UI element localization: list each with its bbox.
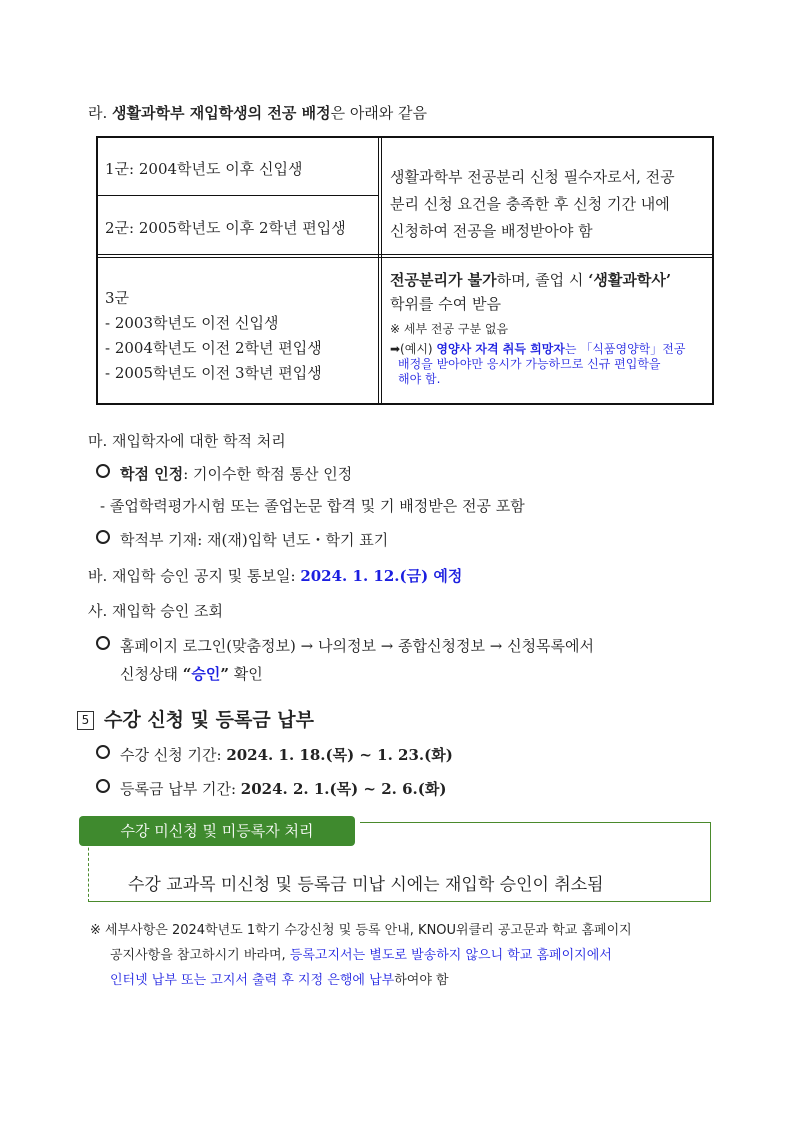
group3-title: 3군 [105, 289, 130, 307]
table-divider [98, 254, 712, 255]
group3-item: - 2005학년도 이전 3학년 편입생 [105, 364, 322, 382]
section-sa-line2 [120, 663, 263, 684]
course-period-label: 수강 신청 기간: [120, 746, 227, 764]
section-number-box: 5 [77, 711, 94, 730]
table-divider [98, 257, 712, 258]
footnote [90, 918, 632, 993]
group3-desc-line2: 학위를 수여 받음 [390, 295, 501, 313]
quote-open: “ [182, 665, 192, 683]
section5-title: 수강 신청 및 등록금 납부 [104, 709, 314, 731]
confirm-text: 확인 [229, 665, 263, 683]
credit-recognition-text: : 기이수한 학점 통산 인정 [183, 465, 353, 483]
fee-payment-period [96, 778, 446, 799]
footnote-line2-blue: 등록고지서는 별도로 발송하지 않으니 학교 홈페이지에서 [289, 948, 612, 963]
group3-desc-mid: 하며, 졸업 시 [496, 271, 589, 289]
circle-bullet-icon [96, 636, 110, 650]
note2-line3: 해야 함. [398, 372, 441, 386]
group3-desc-bold: 전공분리가 불가 [390, 271, 497, 289]
group3-note2 [390, 342, 712, 387]
fee-period-label: 등록금 납부 기간: [120, 780, 241, 798]
approval-status: 승인 [191, 665, 221, 683]
table-divider [381, 138, 382, 403]
circle-bullet-icon [96, 464, 110, 478]
footnote-line1: ※ 세부사항은 2024학년도 1학기 수강신청 및 등록 안내, KNOU위클리 공고문과 학교 홈페이지 [90, 923, 632, 938]
course-registration-period [96, 744, 453, 765]
group12-description [390, 164, 675, 245]
section-ma-item2 [96, 529, 388, 550]
footnote-line3-blue: 인터넷 납부 또는 고지서 출력 후 지정 은행에 납부 [110, 973, 395, 988]
cancellation-box-tab: 수강 미신청 및 미등록자 처리 [79, 816, 355, 846]
group12-desc-line: 신청하여 전공을 배정받아야 함 [390, 222, 593, 240]
fee-period: 2024. 2. 1.(목) ~ 2. 6.(화) [240, 780, 447, 798]
section5-heading [77, 705, 314, 732]
arrow-icon: ➡(예시) [390, 342, 437, 356]
section-ma-subitem: - 졸업학력평가시험 또는 졸업논문 합격 및 기 배정받은 전공 포함 [100, 497, 525, 515]
section-sa-title: 사. 재입학 승인 조회 [88, 602, 223, 620]
circle-bullet-icon [96, 530, 110, 544]
group3-description [390, 268, 712, 387]
footnote-line2-plain: 공지사항을 참고하시기 바라며, [110, 948, 290, 963]
note2-line1: 는 「식품영양학」전공 [564, 342, 686, 356]
section-ra-prefix: 라. [88, 104, 113, 122]
section-sa-line1 [96, 635, 594, 656]
cancellation-box-top-border [360, 822, 711, 823]
group3-cell [105, 286, 322, 386]
credit-recognition-bold: 학점 인정 [120, 465, 184, 483]
group3-note1: ※ 세부 전공 구분 없음 [390, 322, 509, 336]
section-ma-item1 [96, 463, 352, 484]
footnote-line2 [90, 943, 632, 968]
major-assignment-table [96, 136, 714, 405]
group3-desc-degree: ‘생활과학사’ [588, 271, 672, 289]
table-divider [98, 195, 378, 196]
section-ra-heading [88, 102, 427, 123]
circle-bullet-icon [96, 779, 110, 793]
group3-item: - 2003학년도 이전 신입생 [105, 314, 279, 332]
section-ma-title: 마. 재입학자에 대한 학적 처리 [88, 432, 286, 450]
section-ra-bold: 생활과학부 재입학생의 전공 배정 [112, 104, 331, 122]
group3-item: - 2004학년도 이전 2학년 편입생 [105, 339, 322, 357]
table-divider [378, 138, 379, 403]
quote-close: ” [220, 665, 229, 683]
approval-path: 홈페이지 로그인(맞춤정보) → 나의정보 → 종합신청정보 → 신청목록에서 [120, 637, 595, 655]
footnote-line3 [90, 968, 632, 993]
section-ra-suffix: 은 아래와 같음 [330, 104, 428, 122]
notice-date: 2024. 1. 12.(금) 예정 [300, 567, 463, 585]
cancellation-box-text: 수강 교과목 미신청 및 등록금 미납 시에는 재입학 승인이 취소됨 [128, 875, 604, 895]
note2-bold: 영양사 자격 취득 희망자 [436, 342, 565, 356]
record-entry-text: 학적부 기재: 재(재)입학 년도・학기 표기 [120, 531, 389, 549]
group12-desc-line: 분리 신청 요건을 충족한 후 신청 기간 내에 [390, 195, 670, 213]
group2-cell: 2군: 2005학년도 이후 2학년 편입생 [105, 219, 346, 237]
notice-date-label: 바. 재입학 승인 공지 및 통보일: [88, 567, 301, 585]
course-period: 2024. 1. 18.(목) ~ 1. 23.(화) [226, 746, 453, 764]
note2-line2: 배정을 받아야만 응시가 가능하므로 신규 편입학을 [398, 357, 661, 371]
group3-desc-line1 [390, 268, 712, 292]
footnote-line3-plain: 하여야 함 [394, 973, 449, 988]
section-ba [88, 565, 462, 586]
group1-cell: 1군: 2004학년도 이후 신입생 [105, 160, 303, 178]
status-label: 신청상태 [120, 665, 183, 683]
group12-desc-line: 생활과학부 전공분리 신청 필수자로서, 전공 [390, 168, 675, 186]
circle-bullet-icon [96, 745, 110, 759]
